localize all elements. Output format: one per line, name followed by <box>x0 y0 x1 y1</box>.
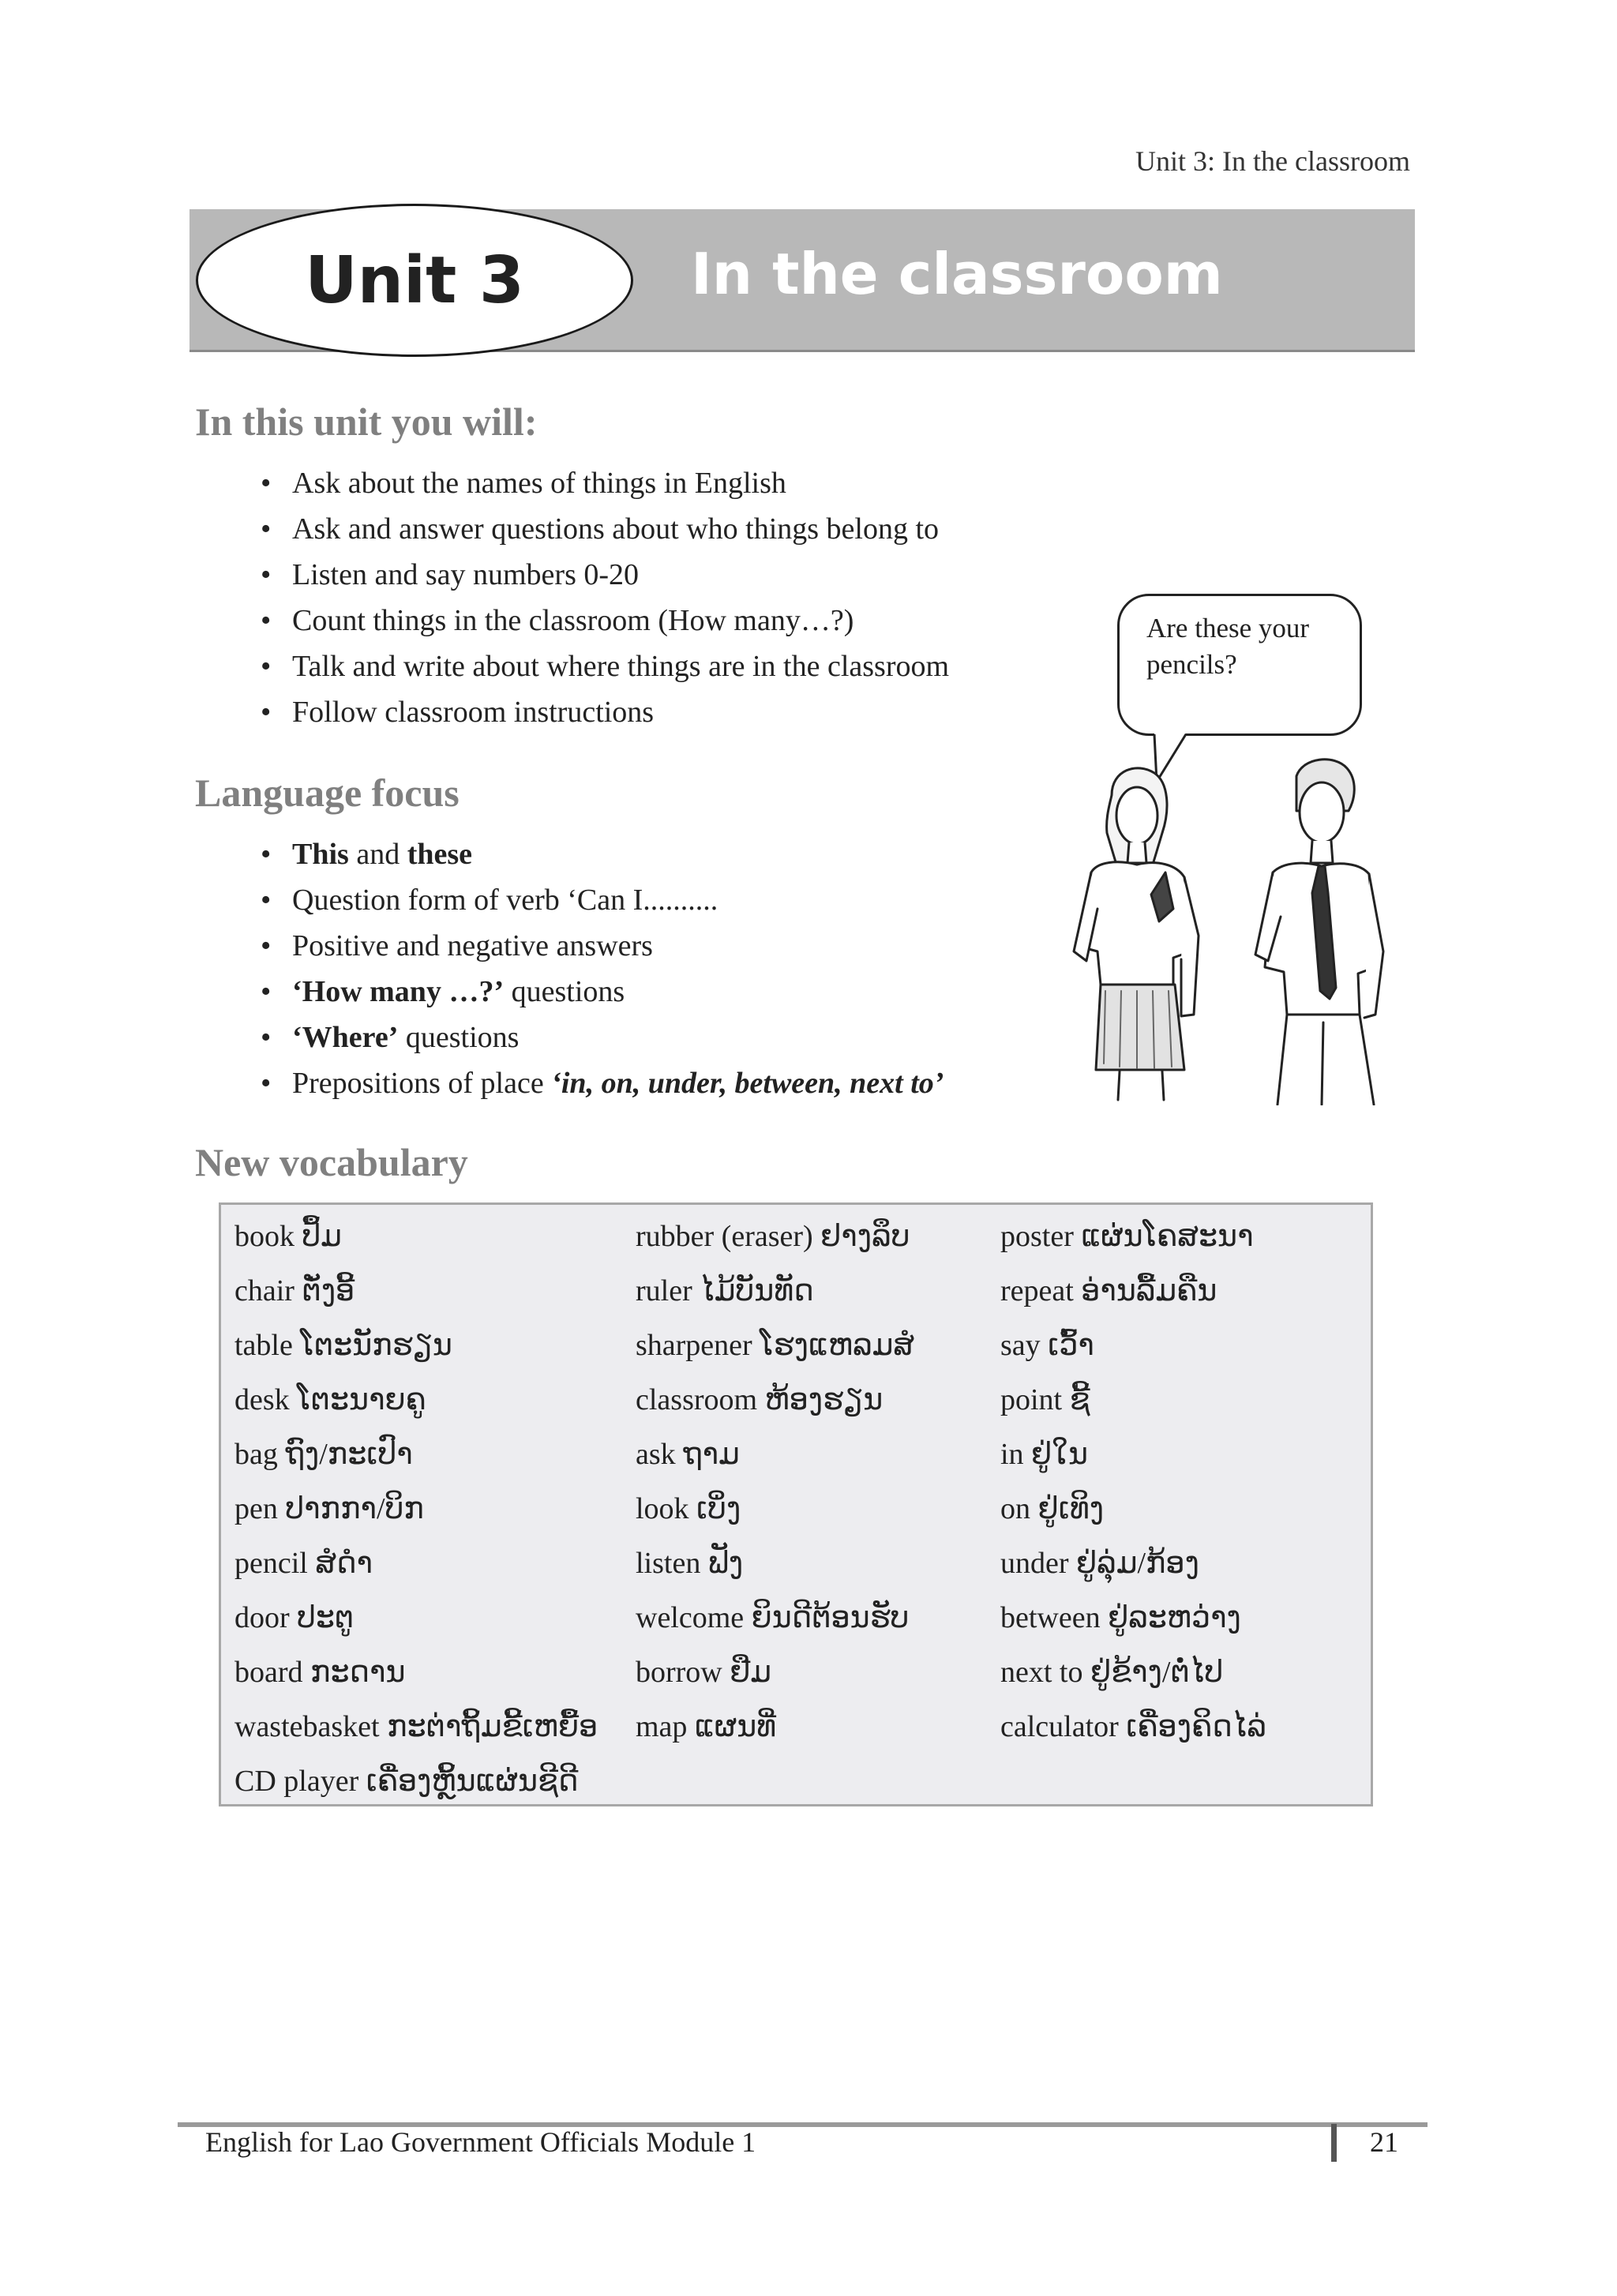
unit-title: In the classroom <box>691 241 1223 307</box>
vocab-item: repeat ອ່ານລື້ມຄືນ <box>1000 1274 1217 1307</box>
vocab-item: map ແຜນທີ່ <box>636 1710 777 1743</box>
students-illustration <box>1019 754 1413 1105</box>
vocab-item: desk ໂຕະນາຍຄູ <box>234 1383 426 1416</box>
page-number: 21 <box>1370 2126 1398 2158</box>
list-item: • ‘How many …?’ questions <box>261 969 944 1015</box>
vocab-item: ruler ໄມ້ບັນທັດ <box>636 1274 814 1307</box>
vocab-item: on ຢູ່ເທິງ <box>1000 1492 1105 1525</box>
objectives-heading: In this unit you will: <box>195 400 538 444</box>
vocab-item: pen ປາກກາ/ບິກ <box>234 1492 424 1525</box>
vocabulary-column-3 <box>1000 1210 1266 1754</box>
vocab-item: point ຊີ້ <box>1000 1383 1090 1416</box>
objectives-list <box>261 460 949 735</box>
vocab-item: look ເບິ່ງ <box>636 1492 741 1525</box>
vocab-item: welcome ຍິນດີຕ້ອນຮັບ <box>636 1601 910 1634</box>
list-item: • ‘Where’ questions <box>261 1015 944 1060</box>
vocab-item: sharpener ໂຮງແຫລມສໍ <box>636 1329 915 1362</box>
vocab-item: table ໂຕະນັກຮຽນ <box>234 1329 452 1362</box>
vocabulary-heading: New vocabulary <box>195 1140 468 1184</box>
list-item: • This and these <box>261 831 944 877</box>
vocab-item: under ຢູ່ລຸ່ມ/ກ້ອງ <box>1000 1547 1199 1580</box>
vocab-item: rubber (eraser) ຢາງລຶບ <box>636 1220 910 1253</box>
speech-bubble: Are these your pencils? <box>1117 594 1362 736</box>
vocab-item: calculator ເຄື່ອງຄິດໄລ່ <box>1000 1710 1266 1743</box>
vocab-item: bag ຖົງ/ກະເປົາ <box>234 1438 413 1471</box>
vocab-item: board ກະດານ <box>234 1656 406 1689</box>
vocab-item: book ປຶ້ມ <box>234 1220 342 1253</box>
vocab-item: door ປະຕູ <box>234 1601 355 1634</box>
vocab-item: borrow ຢືມ <box>636 1656 772 1689</box>
vocab-item: wastebasket ກະຕ່າຖິ້ມຂີ້ເຫຍື້ອ <box>234 1710 598 1743</box>
vocab-item: in ຢູ່ໃນ <box>1000 1438 1089 1471</box>
list-item: • Ask and answer questions about who things belong to <box>261 506 949 552</box>
vocabulary-column-1 <box>234 1210 598 1809</box>
footer-title: English for Lao Government Officials Module 1 <box>205 2126 756 2158</box>
language-focus-list <box>261 831 944 1106</box>
language-focus-heading: Language focus <box>195 771 460 815</box>
vocabulary-box <box>219 1202 1373 1806</box>
vocab-item: between ຢູ່ລະຫວ່າງ <box>1000 1601 1241 1634</box>
list-item: • Ask about the names of things in English <box>261 460 949 506</box>
vocab-item: next to ຢູ່ຂ້າງ/ຕໍ່ໄປ <box>1000 1656 1224 1689</box>
vocab-item: chair ຕັ່ງອີ້ <box>234 1274 355 1307</box>
list-item: • Talk and write about where things are in the classroom <box>261 643 949 689</box>
vocab-item: ask ຖາມ <box>636 1438 740 1471</box>
unit-label: Unit 3 <box>196 204 633 357</box>
footer-divider <box>1331 2124 1337 2162</box>
list-item: • Follow classroom instructions <box>261 689 949 735</box>
list-item: • Positive and negative answers <box>261 923 944 969</box>
list-item: • Prepositions of place ‘in, on, under, between, next to’ <box>261 1060 944 1106</box>
vocab-item: say ເວົ້າ <box>1000 1329 1094 1362</box>
vocab-item: classroom ຫ້ອງຮຽນ <box>636 1383 884 1416</box>
list-item: • Listen and say numbers 0-20 <box>261 552 949 598</box>
vocab-item: pencil ສໍດໍາ <box>234 1547 373 1580</box>
vocab-item: CD player ເຄື່ອງຫຼິ້ນແຜ່ນຊີດີ <box>234 1765 579 1798</box>
list-item: • Question form of verb ‘Can I.......... <box>261 877 944 923</box>
vocabulary-column-2 <box>636 1210 914 1754</box>
vocab-item: listen ຟັງ <box>636 1547 744 1580</box>
vocab-item: poster ແຜ່ນໂຄສະນາ <box>1000 1220 1254 1253</box>
list-item: • Count things in the classroom (How many…?) <box>261 598 949 643</box>
running-head: Unit 3: In the classroom <box>1135 145 1410 177</box>
